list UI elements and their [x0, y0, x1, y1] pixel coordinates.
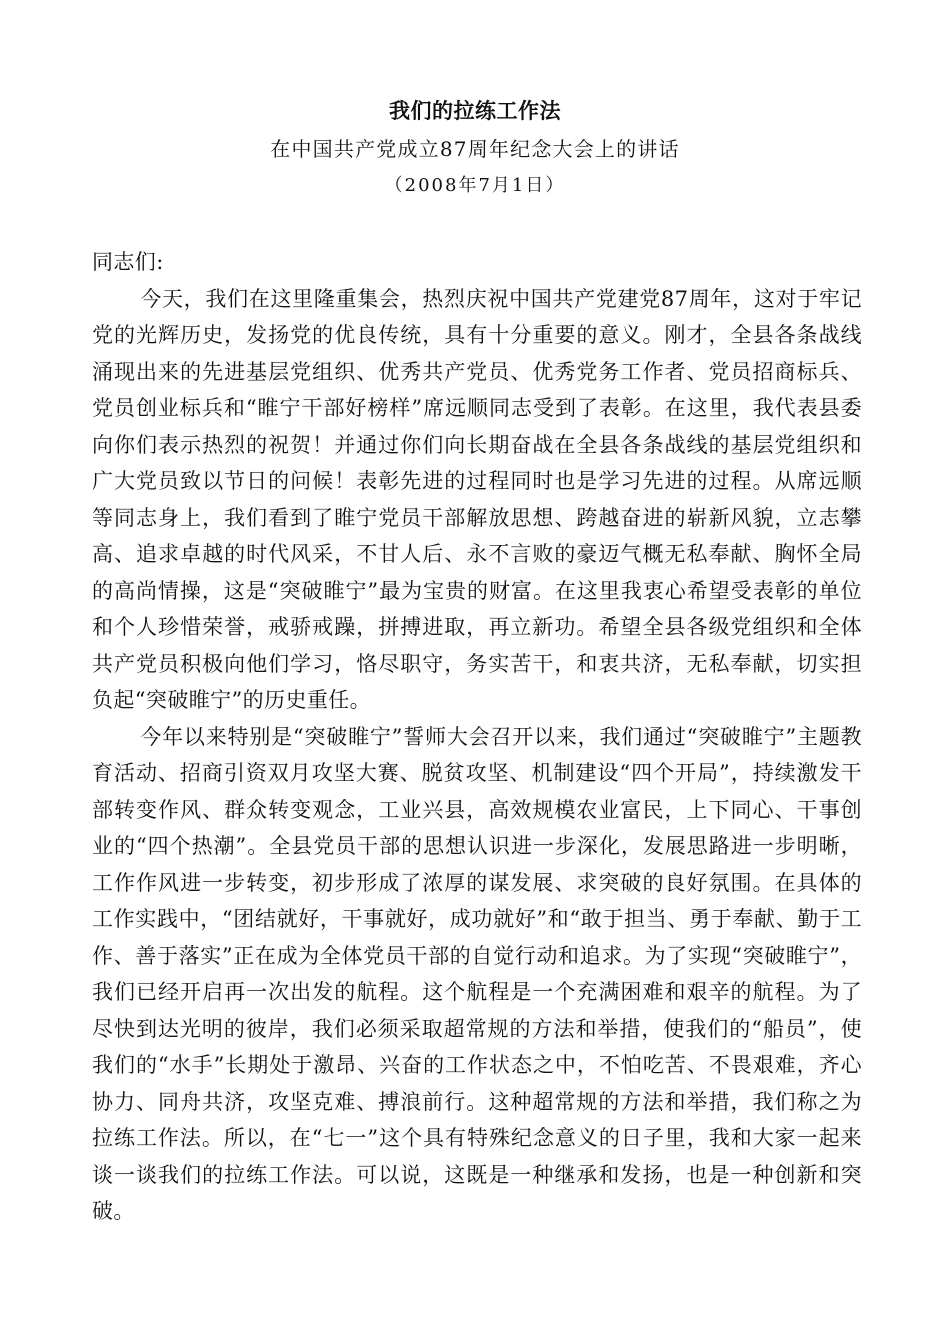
paragraph-1: 今天，我们在这里隆重集会，热烈庆祝中国共产党建党87周年，这对于牢记党的光辉历史，发扬党的优良传统，具有十分重要的意义。刚才，全县各条战线涌现出来的先进基层党组织、优秀共产党员、优秀党务工作者、党员招商标兵、党员创业标兵和“睢宁干部好榜样”席远顺同志受到了表彰。在这里，我代表县委向你们表示热烈的祝贺！并通过你们向长期奋战在全县各条战线的基层党组织和广大党员致以节日的问候！表彰先进的过程同时也是学习先进的过程。从席远顺等同志身上，我们看到了睢宁党员干部解放思想、跨越奋进的崭新风貌，立志攀高、追求卓越的时代风采，不甘人后、永不言败的豪迈气概无私奉献、胸怀全局的高尚情操，这是“突破睢宁”最为宝贵的财富。在这里我衷心希望受表彰的单位和个人珍惜荣誉，戒骄戒躁，拼搏进取，再立新功。希望全县各级党组织和全体共产党员积极向他们学习，恪尽职守，务实苦干，和衷共济，无私奉献，切实担负起“突破睢宁”的历史重任。 [92, 286, 862, 712]
document-title: 我们的拉练工作法 [389, 99, 561, 123]
document-date: （2008年7月1日） [384, 175, 566, 196]
document-subtitle: 在中国共产党成立87周年纪念大会上的讲话 [270, 137, 680, 161]
paragraph-2: 今年以来特别是“突破睢宁”誓师大会召开以来，我们通过“突破睢宁”主题教育活动、招商引资双月攻坚大赛、脱贫攻坚、机制建设“四个开局”，持续激发干部转变作风、群众转变观念，工业兴县，高效规模农业富民，上下同心、干事创业的“四个热潮”。全县党员干部的思想认识进一步深化，发展思路进一步明晰，工作作风进一步转变，初步形成了浓厚的谋发展、求突破的良好氛围。在具体的工作实践中，“团结就好，干事就好，成功就好”和“敢于担当、勇于奉献、勤于工作、善于落实”正在成为全体党员干部的自觉行动和追求。为了实现“突破睢宁”，我们已经开启再一次出发的航程。这个航程是一个充满困难和艰辛的航程。为了尽快到达光明的彼岸，我们必须采取超常规的方法和举措，使我们的“船员”，使我们的“水手”长期处于激昂、兴奋的工作状态之中，不怕吃苦、不畏艰难，齐心协力、同舟共济，攻坚克难、搏浪前行。这种超常规的方法和举措，我们称之为拉练工作法。所以，在“七一”这个具有特殊纪念意义的日子里，我和大家一起来谈一谈我们的拉练工作法。可以说，这既是一种继承和发扬，也是一种创新和突破。 [92, 724, 862, 1223]
salutation: 同志们: [92, 250, 164, 274]
document-body [92, 244, 862, 1230]
